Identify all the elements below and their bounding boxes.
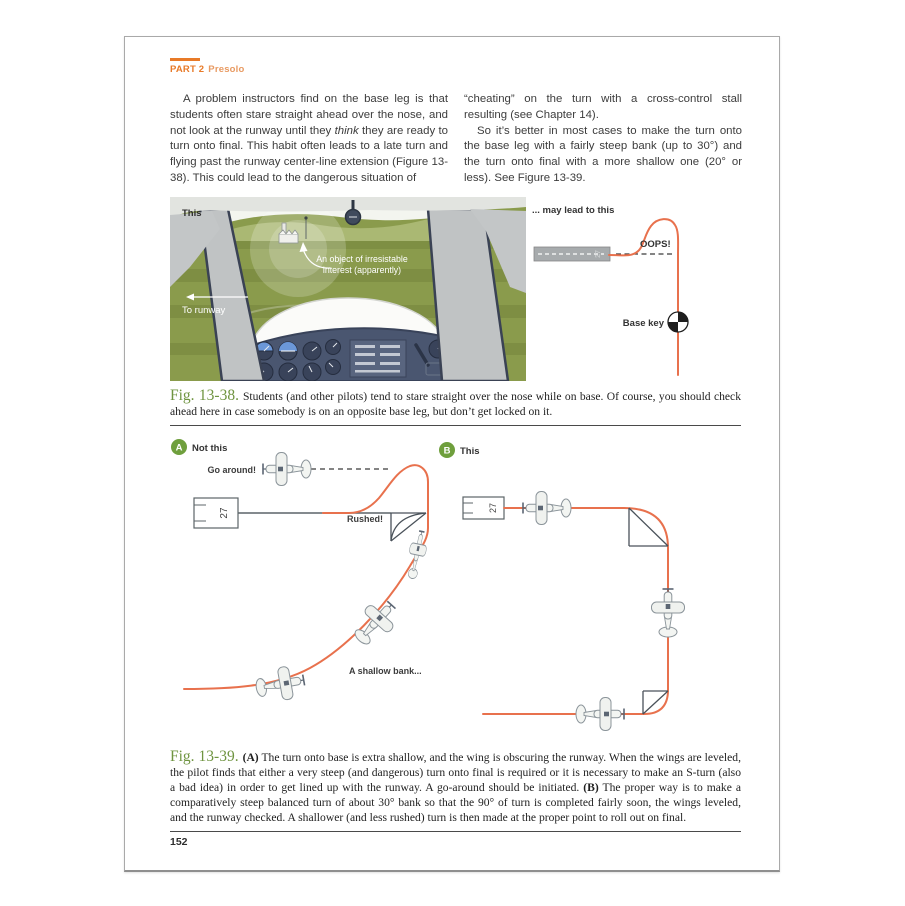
panel-a-title: Not this (192, 443, 228, 454)
figure-13-39 (170, 436, 741, 748)
caption-b-text: The proper way is to make a comparatively steep balanced turn of about 30° bank so that the 90° of turn is completed fairly soon, the wings leveled, and the runway checked. A shallower (and less rushed) turn is then made at the proper point to roll out on final. (170, 781, 741, 824)
runway-a-number: 27 (219, 507, 230, 519)
paragraph-text: A problem instructors find on the base leg is that students often stare straight ahead over the nose, and not look at the runway until they (170, 93, 448, 137)
radio-stack (350, 340, 406, 377)
flight-path-b (483, 508, 668, 714)
figure-label: Fig. 13-39. (170, 748, 239, 765)
base-key-symbol (668, 312, 688, 332)
caption-a-text: The turn onto base is extra shallow, and the wing is obscuring the runway. When the wings are leveled, the pilot finds that either a very steep (and dangerous) turn onto final is required or it is necessary to make an S-turn (also a bad idea) in order to get lined up with the runway. A go-around should be initiated. (170, 751, 741, 794)
oops-label: OOPS! (640, 239, 671, 250)
pattern-comparison-diagram (170, 436, 741, 748)
airplane-final-b (523, 492, 572, 525)
body-text (170, 92, 742, 187)
page-number: 152 (170, 836, 188, 848)
paragraph: “cheating” on the turn with a cross-control stall resulting (see Chapter 14). (464, 93, 742, 121)
object-label-line2: interest (apparently) (322, 265, 402, 275)
airplane-base-b (652, 589, 685, 638)
caption-text: Students (and other pilots) tend to stare straight over the nose while on base. Of course, you should check ahead here in case somebody is on an opposite base leg, but don’t get locked on it. (170, 390, 741, 418)
cockpit-this-label: This (182, 208, 202, 219)
paragraph-text: they are ready to turn onto final. This habit often leads to a late turn and flying past the runway center-line extension (Figure 13-38). This could lead to the dangerous situation of (170, 124, 448, 184)
badge-b-letter: B (443, 445, 451, 457)
panel-b (439, 442, 685, 731)
overshoot-diagram (526, 197, 741, 381)
part-label: PART 2 (170, 64, 205, 75)
running-head (170, 64, 245, 75)
go-around-label: Go around! (207, 465, 256, 475)
rushed-label: Rushed! (347, 514, 383, 524)
base-key-label: Base key (622, 318, 664, 329)
to-runway-label: To runway (182, 305, 226, 316)
figure-label: Fig. 13-38. (170, 387, 239, 404)
book-page (124, 36, 780, 872)
airplane-go-around (263, 453, 312, 486)
runway-number: 27 (595, 250, 602, 258)
attitude-indicator (279, 342, 297, 360)
figure-13-38 (170, 197, 741, 381)
caption-b-marker: (B) (583, 781, 599, 794)
figure-13-39-caption (170, 749, 741, 832)
paragraph: So it’s better in most cases to make the turn onto the base leg with a fairly steep bank (up to 30°) and the turn onto final with a more shallow one (20° or less). See Figure 13-39. (464, 124, 742, 184)
panel-b-title: This (460, 446, 480, 457)
runway-a (194, 498, 238, 528)
object-label-line1: An object of irresistable (316, 254, 408, 264)
airplane-shallow-turn (347, 593, 404, 651)
italic-word: think (334, 124, 359, 137)
panel-a (171, 439, 430, 705)
shallow-bank-label: A shallow bank... (349, 666, 422, 676)
square-turn-marker-b-bottom (643, 691, 668, 714)
square-turn-marker-b-top (629, 508, 668, 546)
airplane-downwind-a (254, 664, 307, 705)
airplane-downwind-b (576, 698, 625, 731)
lead-to-label: ... may lead to this (532, 205, 615, 216)
badge-a-letter: A (175, 442, 183, 454)
runway-b-number: 27 (488, 502, 498, 514)
body-column-right (464, 92, 742, 187)
interest-glow-inner (269, 220, 327, 278)
cockpit-view-illustration (170, 197, 526, 381)
body-column-left (170, 92, 448, 187)
caption-a-marker: (A) (242, 751, 259, 764)
paragraph (170, 92, 448, 187)
part-accent-bar (170, 58, 200, 61)
figure-13-38-caption (170, 388, 741, 426)
part-title: Presolo (208, 64, 245, 75)
